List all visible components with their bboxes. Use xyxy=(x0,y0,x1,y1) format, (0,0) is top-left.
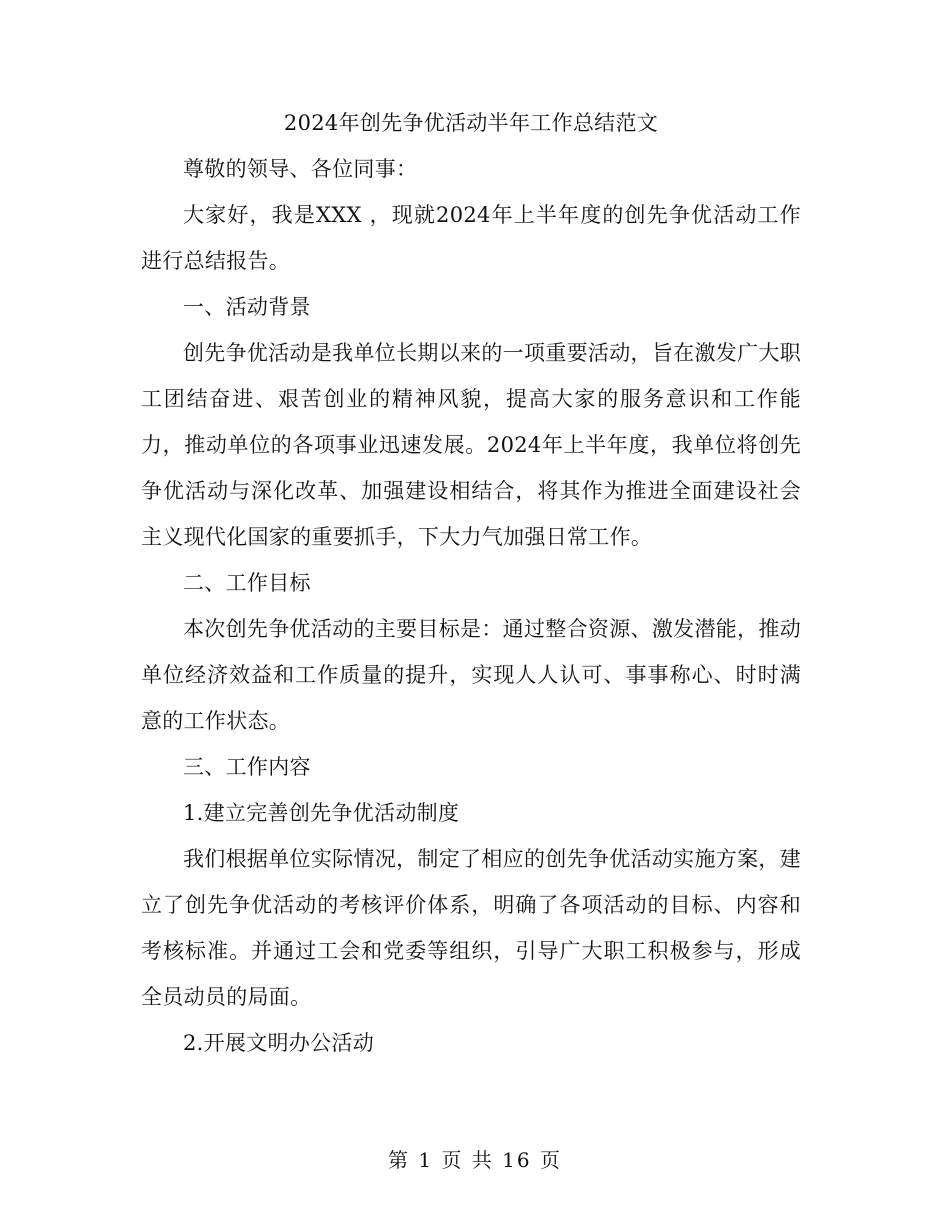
section-body-background: 创先争优活动是我单位长期以来的一项重要活动，旨在激发广大职工团结奋进、艰苦创业的精神风貌，提高大家的服务意识和工作能力，推动单位的各项事业迅速发展。2024年上半年度，我单位将创先争优活动与深化改革、加强建设相结合，将其作为推进全面建设社会主义现代化国家的重要抓手，下大力气加强日常工作。 xyxy=(141,341,801,549)
section-body-goals: 本次创先争优活动的主要目标是：通过整合资源、激发潜能，推动单位经济效益和工作质量的提升，实现人人认可、事事称心、时时满意的工作状态。 xyxy=(141,617,801,733)
subsection-body-system: 我们根据单位实际情况，制定了相应的创先争优活动实施方案，建立了创先争优活动的考核评价体系，明确了各项活动的目标、内容和考核标准。并通过工会和党委等组织，引导广大职工积极参与，形成全员动员的局面。 xyxy=(141,847,801,1009)
page-number-footer: 第 1 页 共 16 页 xyxy=(388,1148,562,1172)
section-heading-content: 三、工作内容 xyxy=(183,755,311,779)
subsection-heading-civilized-office: 2.开展文明办公活动 xyxy=(183,1031,375,1055)
intro-paragraph: 大家好，我是XXX ，现就2024年上半年度的创先争优活动工作进行总结报告。 xyxy=(141,203,801,273)
section-heading-goals: 二、工作目标 xyxy=(183,571,311,595)
section-heading-background: 一、活动背景 xyxy=(183,295,311,319)
salutation: 尊敬的领导、各位同事： xyxy=(183,157,418,181)
document-title: 2024年创先争优活动半年工作总结范文 xyxy=(283,111,659,135)
document-body xyxy=(141,100,801,1066)
subsection-heading-system: 1.建立完善创先争优活动制度 xyxy=(183,801,460,825)
